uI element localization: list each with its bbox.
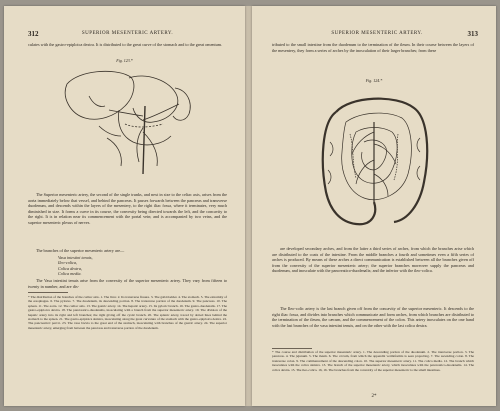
figure-label: Fig. 124.* [365, 78, 383, 83]
left-footnote: * The distribution of the branches of the cœliac axis. 1. The liver. 2. Its transverse fissure. 3. The gall-bladder. 4. The stomach. 5. The extremity of the œsophagus. 6. The pylorus. 7. The duodenum, its descending portion. 8. The transverse portion of the duodenum. 9. The pancreas. 10. The spleen. 11. The aorta. 12. The cœliac axis. 13. The gastric artery. 14. The hepatic artery. 15. Its pyloric branch. 16. The gastro-duodenalis. 17. The gastro-epiploica dextra. 18. The pancreatico-duodenalis, inosculating with a branch from the superior mesenteric artery. 19. The division of the hepatic artery into its right and left branches; the right giving off the cystic branch. 20. The splenic artery, traced by dotted lines behind the stomach to the spleen. 21. The gastro-epiploica sinistra, inosculating along the great curvature of the stomach with the gastro-epiploica dextra. 22. The pancreaticæ parvæ. 23. The vasa brevia to the great end of the stomach, inosculating with branches of the gastric artery. 24. The superior mesenteric artery, emerging from between the pancreas and transverse portion of the duodenum. [28, 295, 227, 330]
list-item: Colica media. [58, 271, 82, 277]
right-footnote: * The course and distribution of the superior mesenteric artery. 1. The descending portion of the duodenum. 2. The transverse portion. 3. The pancreas. 4. The jejunum. 5. The ileum. 6. The cæcum, from which the appendix vermiformis is seen projecting. 7. The ascending colon. 8. The transverse colon. 9. The commencement of the descending colon. 10. The superior mesenteric artery. 11. The colica media. 12. The branch which inosculates with the colica sinistra. 13. The branch of the superior mesenteric artery, which inosculates with the pancreatico-duodenalis. 14. The colica dextra. 15. The ileo-colica. 16, 16. The branches from the convexity of the superior mesenteric to the small intestines. [272, 350, 474, 372]
left-paragraph-2: The branches of the superior mesenteric artery are— [36, 248, 125, 253]
page-number: 312 [28, 30, 39, 38]
book-gutter [245, 6, 252, 406]
celiac-axis-illustration [59, 66, 199, 178]
running-title: SUPERIOR MESENTERIC ARTERY. [81, 30, 174, 36]
running-title: SUPERIOR MESENTERIC ARTERY. [331, 30, 423, 36]
list-item: Colica dextra, [58, 265, 82, 271]
figure-label: Fig. 123.* [116, 58, 133, 63]
left-page [4, 6, 245, 406]
mesenteric-intestine-illustration [316, 82, 434, 232]
branch-list [58, 255, 93, 277]
page-number: 313 [467, 30, 478, 38]
list-item: Ileo-colica, [58, 260, 78, 266]
signature-mark: 2* [371, 394, 377, 399]
right-page [252, 6, 496, 406]
right-paragraph-1: are developed secondary arches, and from the latter a third series of arches, from which the branches arise which are distributed to the coats of the intestine. From the middle branches a fourth and sometimes even a fifth series of arches is produced. By means of these arches a direct communication is established between all the branches given off from the convexity of the superior mesenteric artery; the superior branches moreover supply the pancreas and duodenum, and inosculate with the pancreatico-duodenalis; and the inferior with the ileo-colica. [272, 246, 474, 274]
footnote-rule [272, 348, 312, 349]
right-paragraph-2: The Ileo-colic artery is the last branch given off from the concavity of the superior mesenteric. It descends to the right iliac fossa, and divides into branches which communicate and form arches, from which branches are distributed to the termination of the ileum, the cæcum, and the commencement of the colon. This artery inosculates on the one hand with the last branches of the vasa intestini tenuis, and on the other with the last colica dextra. [272, 306, 474, 328]
footnote-rule [28, 292, 68, 293]
left-paragraph-1: The Superior mesenteric artery, the second of the single trunks, and next in size to the celiac axis, arises from the aorta immediately below that vessel, and behind the pancreas. It passes forwards between the pancreas and transverse duodenum, and descends within the layers of the mesentery, to the right iliac fossa, where it terminates, very much diminished in size. It forms a curve in its course, the convexity being directed towards the left, and the concavity to the right. It is in relation near its commencement with the portal vein; and is accompanied by two veins, and the superior mesenteric plexus of nerves. [28, 192, 227, 225]
right-top-text: tributed to the small intestine from the duodenum to the termination of the ileum. In their course between the layers of the mesentery, they form a series of arches by the inosculation of their larger branches; from these [272, 42, 474, 53]
right-page-header [276, 30, 478, 38]
list-item: Vasa intestini tenuis, [58, 255, 93, 260]
left-paragraph-3: The Vasa intestini tenuis arise from the convexity of the superior mesenteric artery. They vary from fifteen to twenty in number, and are dis- [28, 278, 227, 289]
left-page-header [28, 30, 227, 38]
left-top-text: culates with the gastro-epiploica dextra. It is distributed to the great curve of the stomach and to the great omentum. [28, 42, 223, 47]
